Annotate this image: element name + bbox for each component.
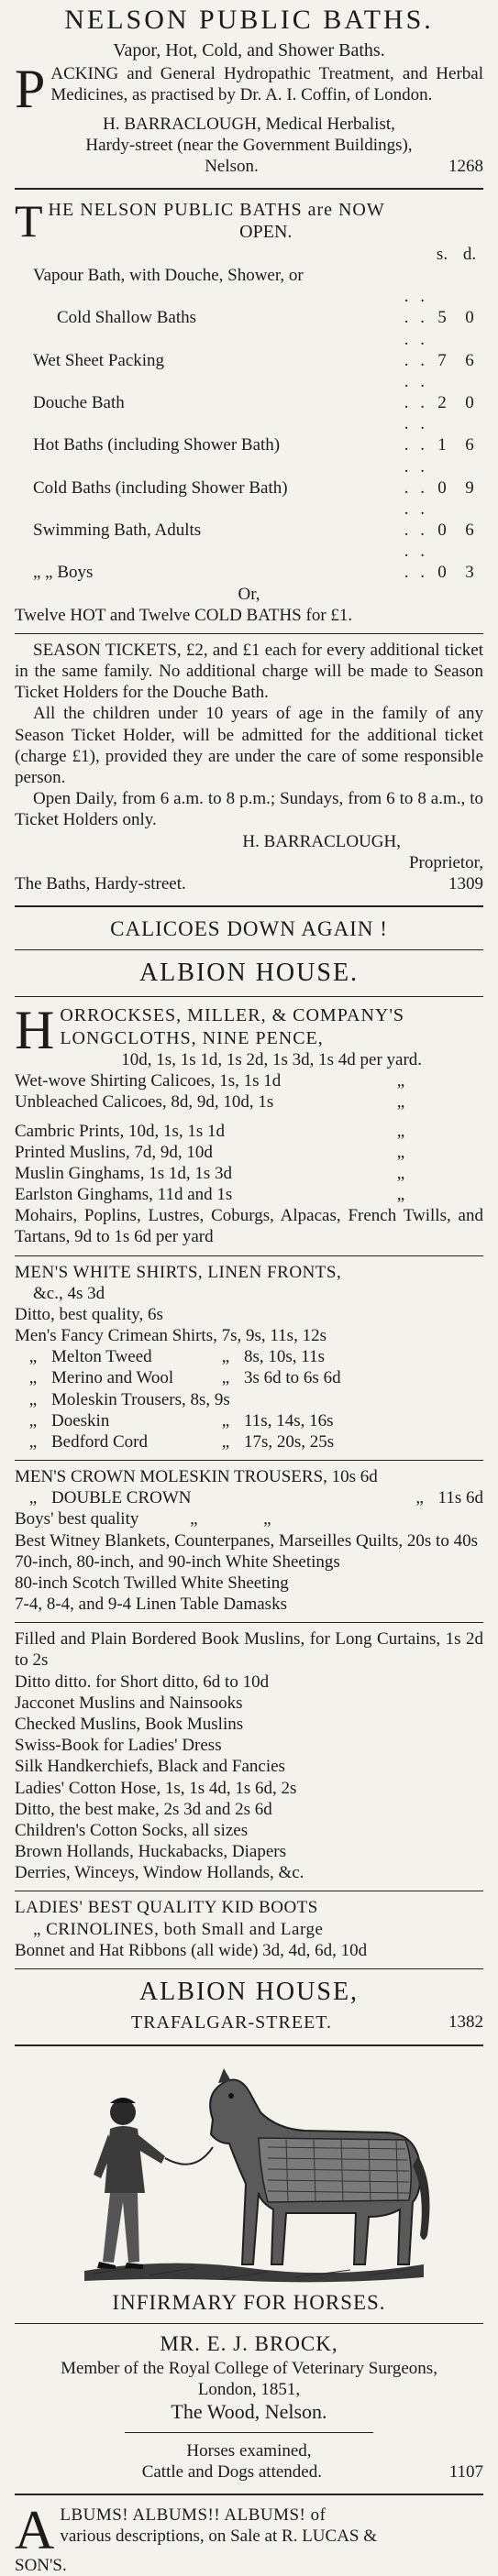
advert-body-text: ACKING and General Hydropathic Treatment, and Herbal Medicines, as practised by Dr. A. I. Coffin, of London. <box>50 63 483 105</box>
double-crown-line <box>15 1487 483 1508</box>
ditto-mark: „ <box>396 1092 405 1113</box>
divider <box>15 2323 483 2324</box>
boys-label: Boys' best quality <box>15 1509 139 1529</box>
list-item-label: Printed Muslins, 7d, 9d, 10d <box>15 1142 213 1162</box>
list-item: 70-inch, 80-inch, and 90-inch White Sheetings <box>15 1551 340 1572</box>
ditto-mark: „ <box>221 1368 230 1388</box>
list-item: Men's Fancy Crimean Shirts, 7s, 9s, 11s, 12s <box>15 1326 326 1346</box>
horse-and-groom-engraving-icon <box>57 2055 442 2285</box>
list-item: Ditto, best quality, 6s <box>15 1304 163 1324</box>
ditto-mark: „ <box>190 1509 198 1529</box>
price-item: „ „ Boys <box>33 563 94 583</box>
advert-albums <box>15 2500 483 2576</box>
ditto-mark: „ <box>396 1071 405 1091</box>
list-item-price: 17s, 20s, 25s <box>244 1431 335 1452</box>
list-item: Children's Cotton Socks, all sizes <box>15 1820 249 1840</box>
ditto-mark: „ <box>221 1431 230 1452</box>
list-item-label: Unbleached Calicoes, 8d, 9d, 10d, 1s <box>15 1092 274 1113</box>
shirts-heading: MEN'S WHITE SHIRTS, LINEN FRONTS, <box>15 1262 342 1282</box>
ditto-mark: „ <box>396 1142 405 1162</box>
witney-line: Best Witney Blankets, Counterpanes, Marseilles Quilts, 20s to 40s <box>15 1530 478 1551</box>
price-dots: . . . . <box>404 329 428 370</box>
price-pence: 6 <box>465 521 474 541</box>
advert-ref: 1107 <box>448 2461 483 2482</box>
moleskin-heading: MEN'S CROWN MOLESKIN TROUSERS, 10s 6d <box>15 1467 378 1487</box>
ditto-mark: „ <box>28 1347 38 1367</box>
advert-title: CALICOES DOWN AGAIN ! <box>110 917 388 941</box>
price-pence: 9 <box>465 477 474 498</box>
drop-capital: H <box>15 1000 55 1061</box>
price-item: Cold Baths (including Shower Bath) <box>33 477 288 498</box>
advert-role: Proprietor, <box>408 852 483 872</box>
price-shillings: 2 <box>437 393 447 413</box>
list-item-name: Moleskin Trousers, 8s, 9s <box>51 1389 230 1409</box>
column-pence: d. <box>462 244 477 264</box>
price-row <box>15 499 483 541</box>
muslins-line: Filled and Plain Bordered Book Muslins, for Long Curtains, 1s 2d to 2s <box>15 1629 483 1671</box>
boots-line: LADIES' BEST QUALITY KID BOOTS <box>15 1898 318 1918</box>
ditto-mark: „ <box>221 1410 230 1431</box>
list-item <box>15 1346 483 1367</box>
divider <box>15 1968 483 1969</box>
price-pence: 0 <box>465 308 474 328</box>
drop-capital: A <box>15 2500 55 2561</box>
vet-cattle-line <box>15 2461 483 2483</box>
price-dots: . . . . <box>404 499 428 541</box>
vet-place: The Wood, Nelson. <box>171 2399 327 2423</box>
advert-heading-line-1: HE NELSON PUBLIC BATHS are NOW <box>48 200 385 221</box>
ditto-mark: „ <box>28 1368 38 1388</box>
price-item: Douche Bath <box>33 393 125 413</box>
advert-intro-line-3: 10d, 1s, 1s 1d, 1s 2d, 1s 3d, 1s 4d per yard. <box>121 1050 423 1070</box>
list-item-name: Melton Tweed <box>51 1347 152 1367</box>
price-shillings: 1 <box>437 435 447 455</box>
advert-baths-open <box>15 195 483 894</box>
price-shillings: 0 <box>437 477 447 498</box>
divider <box>15 1460 483 1461</box>
list-item: Jacconet Muslins and Nainsooks <box>15 1693 243 1713</box>
list-item: 7-4, 8-4, and 9-4 Linen Table Damasks <box>15 1595 287 1615</box>
list-item-name: Doeskin <box>51 1410 110 1431</box>
divider <box>15 996 483 997</box>
list-item-label: Earlston Ginghams, 11d and 1s <box>15 1185 233 1205</box>
albums-line-3: SON'S. <box>15 2555 67 2575</box>
price-dots: . . . . <box>404 371 428 413</box>
crinolines-line: „ CRINOLINES, both Small and Large <box>33 1919 324 1939</box>
vet-cattle: Cattle and Dogs attended. <box>141 2461 322 2482</box>
divider <box>15 949 483 950</box>
price-shillings: 7 <box>437 350 447 370</box>
ditto-mark: „ <box>28 1389 38 1409</box>
advert-ref: 1268 <box>448 156 483 176</box>
list-item <box>15 1091 483 1113</box>
list-item: Ditto ditto. for Short ditto, 6d to 10d <box>15 1672 270 1692</box>
shirts-price: &c., 4s 3d <box>33 1283 105 1303</box>
divider <box>15 1255 483 1256</box>
advert-address: The Baths, Hardy-street. <box>15 873 186 893</box>
albums-line-2: various descriptions, on Sale at R. LUCAS & <box>60 2527 378 2547</box>
advert-or: Or, <box>238 584 260 604</box>
price-pence: 6 <box>465 350 474 370</box>
price-row <box>15 329 483 371</box>
list-item: Derries, Winceys, Window Hollands, &c. <box>15 1863 304 1883</box>
vet-london: London, 1851, <box>197 2379 301 2399</box>
price-dots <box>392 265 428 286</box>
divider <box>15 905 483 907</box>
list-item: Checked Muslins, Book Muslins <box>15 1715 244 1734</box>
advert-store-footer: ALBION HOUSE, <box>138 1977 360 2006</box>
divider <box>15 188 483 190</box>
shirts-ditto-list <box>15 1346 483 1452</box>
advert-albion-house <box>15 916 483 2033</box>
muslin-list <box>15 1672 483 1884</box>
advert-town-line <box>15 156 483 177</box>
price-shillings: 5 <box>437 308 447 328</box>
list-item-price: 11s, 14s, 16s <box>244 1410 334 1431</box>
list-item <box>15 1410 483 1431</box>
price-table <box>15 244 483 584</box>
list-item-price: 3s 6d to 6s 6d <box>244 1368 341 1388</box>
list-item <box>15 1070 483 1091</box>
divider <box>15 2494 483 2495</box>
drop-capital: P <box>15 58 46 119</box>
advert-children: All the children under 10 years of age in the family of any Season Ticket Holder, will be admitted for the additional ticket (charge £1), provided they are under the care of some responsible person. <box>15 704 483 787</box>
shirts-list <box>15 1304 483 1346</box>
list-item <box>15 1142 483 1163</box>
divider <box>15 2044 483 2046</box>
print-list <box>15 1121 483 1206</box>
price-item: Wet Sheet Packing <box>33 350 165 370</box>
list-item <box>15 1121 483 1142</box>
advert-infirmary-for-horses <box>15 2055 483 2483</box>
advert-heading-line-2: OPEN. <box>239 222 293 243</box>
list-item: Brown Hollands, Huckabacks, Diapers <box>15 1842 287 1862</box>
advert-address-line <box>15 873 483 894</box>
price-item: Cold Shallow Baths <box>57 308 197 328</box>
price-pence: 3 <box>465 563 474 583</box>
drop-capital: T <box>15 195 43 247</box>
vet-horses: Horses examined, <box>186 2440 312 2461</box>
ditto-mark: „ <box>28 1431 38 1452</box>
price-shillings <box>428 265 456 286</box>
divider <box>125 2432 373 2433</box>
ditto-mark: „ <box>28 1410 38 1431</box>
price-dots: . . . . <box>404 414 428 455</box>
price-row <box>15 286 483 328</box>
advert-opening-hours: Open Daily, from 6 a.m. to 8 p.m.; Sundays, from 6 to 8 a.m., to Ticket Holders only. <box>15 789 483 830</box>
advert-season-tickets: SEASON TICKETS, £2, and £1 each for every additional ticket in the same family. No additional charge will be made to Season Ticket Holders for the Douche Bath. <box>15 640 483 703</box>
list-item: 80-inch Scotch Twilled White Sheeting <box>15 1573 289 1593</box>
list-item: Ladies' Cotton Hose, 1s, 1s 4d, 1s 6d, 2s <box>15 1778 297 1798</box>
calico-list <box>15 1070 483 1113</box>
advert-intro <box>15 1000 483 1070</box>
advert-ref: 1382 <box>448 2012 483 2033</box>
price-row <box>15 456 483 499</box>
price-row <box>15 413 483 455</box>
list-item <box>15 1163 483 1184</box>
ditto-mark: „ <box>28 1488 38 1508</box>
list-item-label: Muslin Ginghams, 1s 1d, 1s 3d <box>15 1163 232 1183</box>
ditto-mark: „ <box>396 1185 405 1205</box>
list-item-name: Bedford Cord <box>51 1431 149 1452</box>
price-dots: . . . . <box>404 542 428 583</box>
list-item <box>15 1367 483 1388</box>
price-table-header <box>15 244 483 265</box>
divider <box>15 1622 483 1623</box>
list-item: Swiss-Book for Ladies' Dress <box>15 1736 222 1756</box>
vet-membership: Member of the Royal College of Veterinary Surgeons, <box>61 2358 437 2378</box>
ditto-mark: „ <box>396 1163 405 1183</box>
advert-ref: 1309 <box>448 873 483 893</box>
bonnet-line: Bonnet and Hat Ribbons (all wide) 3d, 4d, 6d, 10d <box>15 1940 368 1960</box>
list-item-label: Wet-wove Shirting Calicoes, 1s, 1s 1d <box>15 1071 282 1091</box>
ditto-mark: „ <box>263 1509 271 1529</box>
price-row <box>15 541 483 583</box>
advert-intro-line-1: ORROCKSES, MILLER, & COMPANY'S <box>60 1005 405 1026</box>
albums-line-1: LBUMS! ALBUMS!! ALBUMS! of <box>60 2505 326 2526</box>
advert-twelve-baths: Twelve HOT and Twelve COLD BATHS for £1. <box>15 605 353 625</box>
price-pence: 6 <box>465 435 474 455</box>
advert-body <box>15 58 483 119</box>
mohairs-line: Mohairs, Poplins, Lustres, Coburgs, Alpacas, French Twills, and Tartans, 9d to 1s 6d per yard <box>15 1206 483 1247</box>
advert-street-line <box>15 2011 483 2033</box>
price-pence: 0 <box>465 393 474 413</box>
vet-name: MR. E. J. BROCK, <box>160 2332 338 2356</box>
ditto-mark: „ <box>396 1121 405 1141</box>
list-item-name: Merino and Wool <box>51 1368 174 1388</box>
price-shillings: 0 <box>437 521 447 541</box>
price-row <box>15 371 483 413</box>
advert-intro-line-2: LONGCLOTHS, NINE PENCE, <box>60 1027 324 1048</box>
list-item-label: Cambric Prints, 10d, 1s, 1s 1d <box>15 1121 226 1141</box>
price-row <box>15 265 483 286</box>
boys-line <box>15 1508 483 1529</box>
price-item: Swimming Bath, Adults <box>33 521 202 541</box>
column-shillings: s. <box>436 244 448 264</box>
advert-heading <box>15 195 483 247</box>
ditto-mark: „ <box>221 1347 230 1367</box>
price-shillings: 0 <box>437 563 447 583</box>
price-pence <box>456 265 483 286</box>
advert-person: H. BARRACLOUGH, Medical Herbalist, <box>103 114 395 134</box>
advert-subtitle: Vapor, Hot, Cold, and Shower Baths. <box>113 39 385 60</box>
advert-store-name: ALBION HOUSE. <box>138 959 360 988</box>
list-item: Ditto, the best make, 2s 3d and 2s 6d <box>15 1799 272 1819</box>
list-item <box>15 1184 483 1205</box>
double-crown-price: 11s 6d <box>437 1488 483 1508</box>
list-item <box>15 1389 483 1410</box>
divider <box>15 633 483 634</box>
ditto-mark: „ <box>415 1488 424 1508</box>
advert-title: INFIRMARY FOR HORSES. <box>112 2291 386 2315</box>
price-item: Vapour Bath, with Douche, Shower, or <box>33 266 304 286</box>
advert-nelson-public-baths <box>15 4 483 177</box>
linen-list <box>15 1551 483 1616</box>
list-item: Silk Handkerchiefs, Black and Fancies <box>15 1757 285 1777</box>
price-item: Hot Baths (including Shower Bath) <box>33 435 281 455</box>
list-item <box>15 1431 483 1452</box>
advert-town: Nelson. <box>205 156 259 176</box>
price-dots: . . . . <box>404 456 428 498</box>
double-crown-label: DOUBLE CROWN <box>51 1488 192 1508</box>
advert-street: TRAFALGAR-STREET. <box>130 2012 333 2033</box>
list-item-price: 8s, 10s, 11s <box>244 1347 325 1367</box>
advert-person: H. BARRACLOUGH, <box>242 831 401 851</box>
price-dots: . . . . <box>404 287 428 328</box>
advert-address: Hardy-street (near the Government Buildings), <box>85 135 413 155</box>
advert-title: NELSON PUBLIC BATHS. <box>64 5 434 35</box>
ditto-mark <box>230 1389 267 1410</box>
